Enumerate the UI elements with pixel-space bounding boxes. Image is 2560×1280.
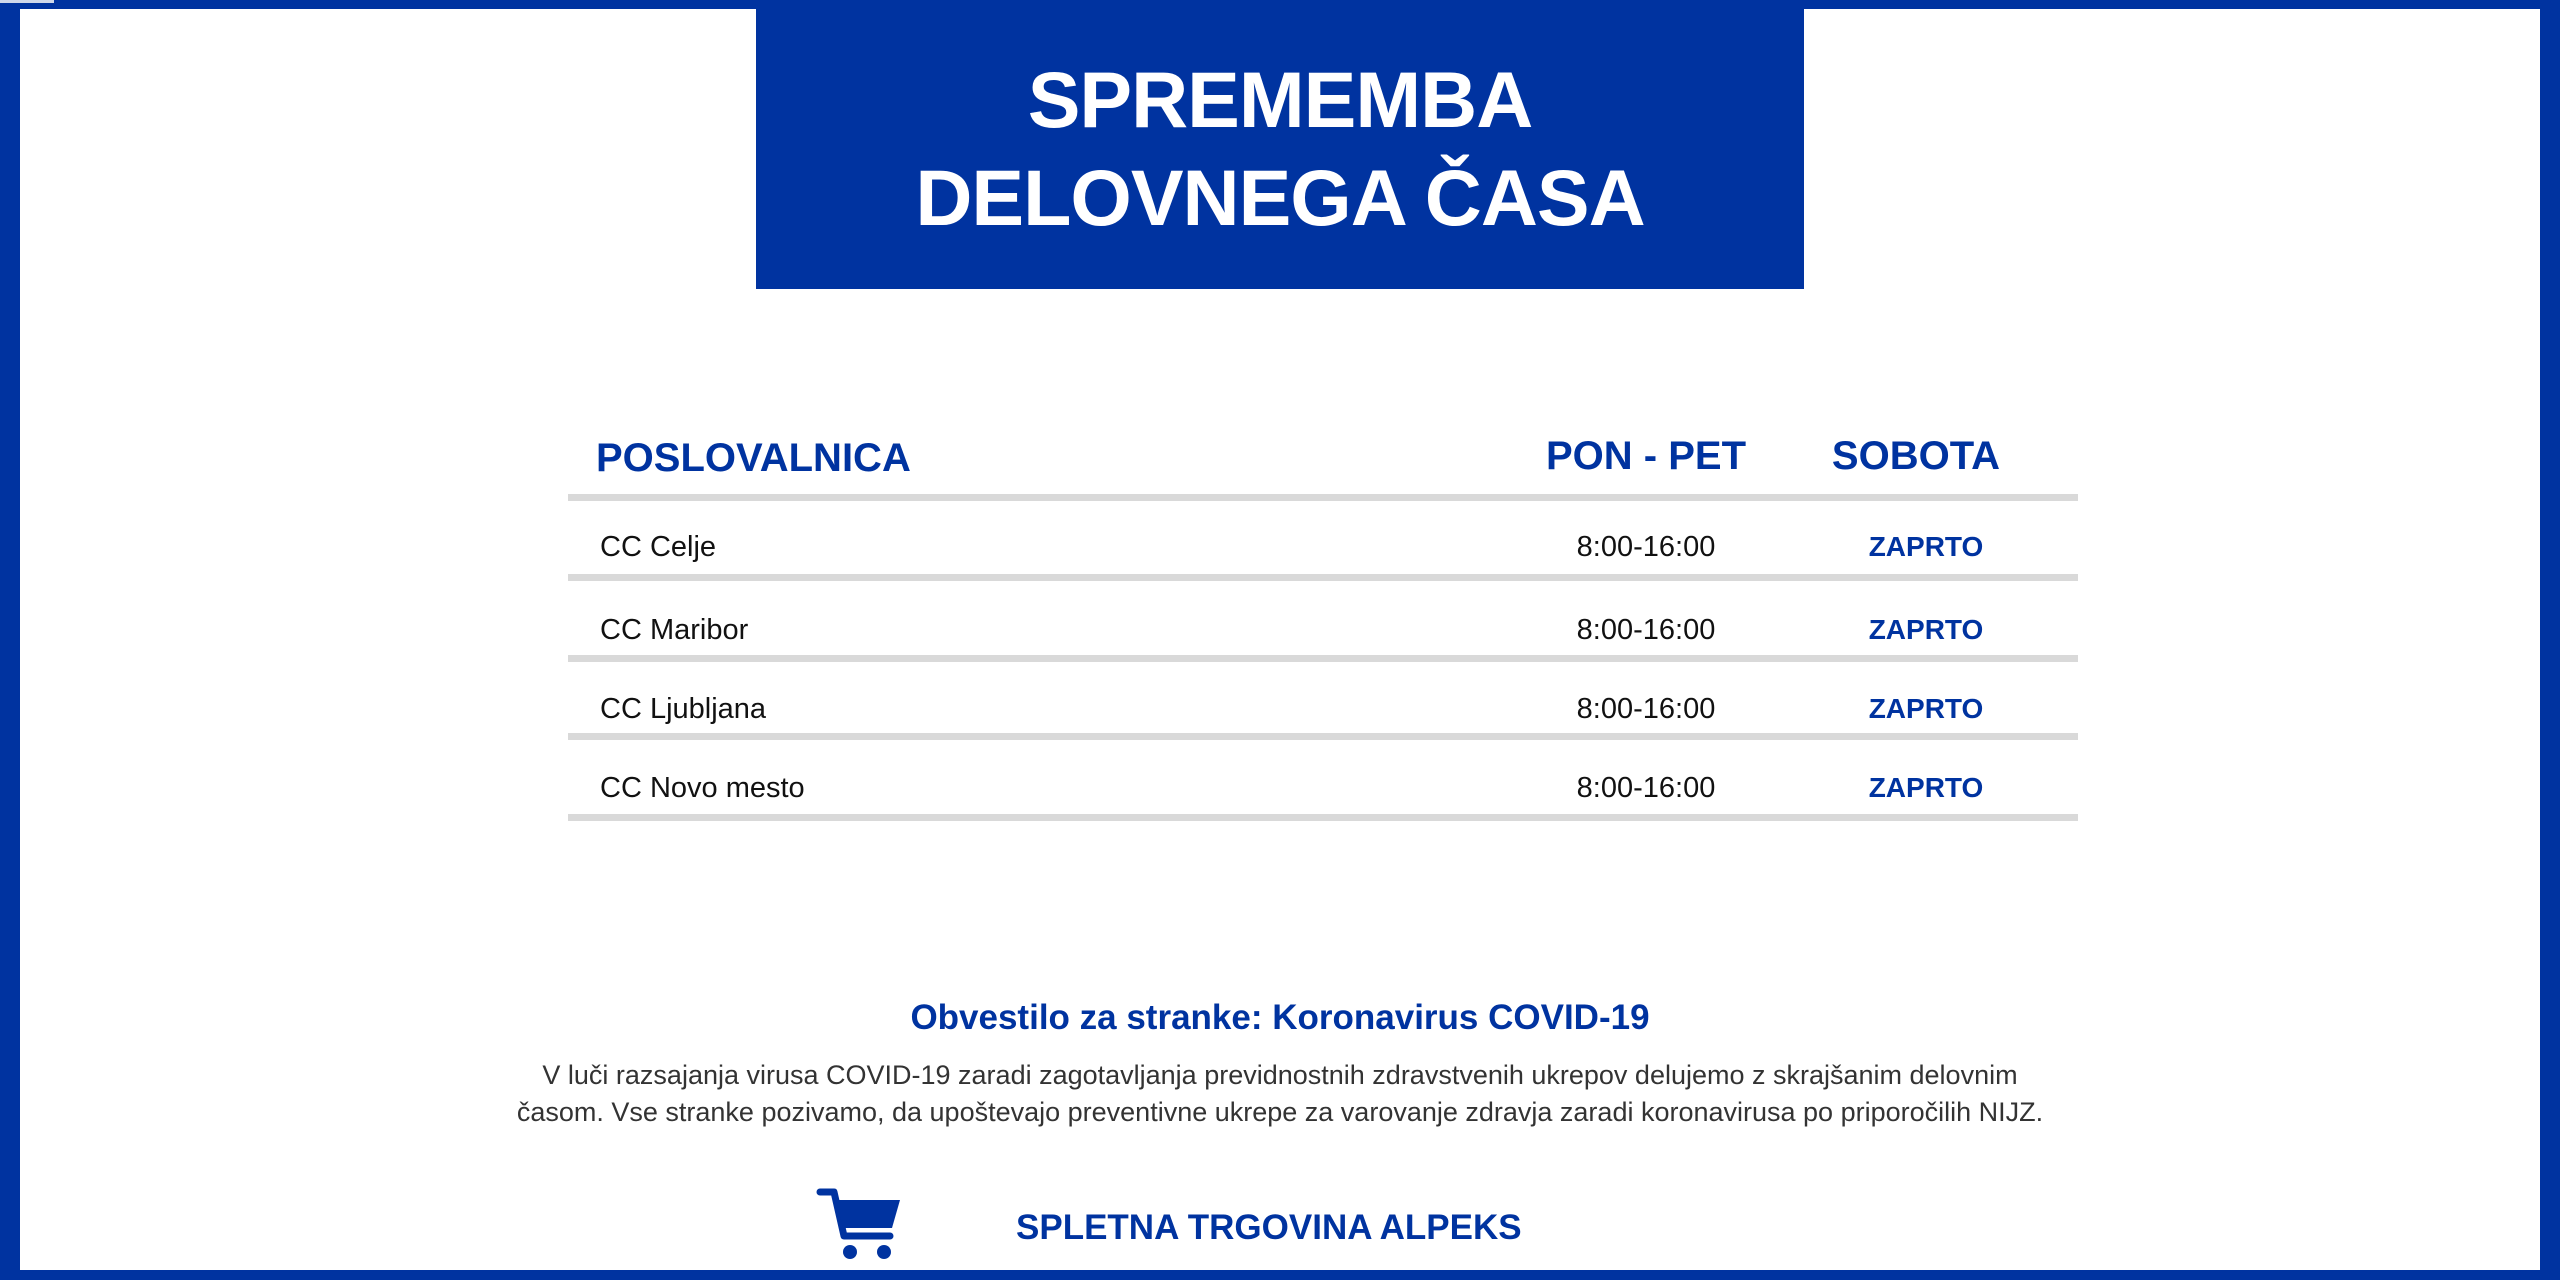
table-row-divider [568, 574, 2078, 581]
page-title: SPREMEMBA DELOVNEGA ČASA [915, 55, 1645, 242]
table-row-branch: CC Maribor [600, 614, 749, 646]
table-row-divider [568, 733, 2078, 740]
frame-corner-accent [0, 0, 54, 3]
table-row-saturday: ZAPRTO [1868, 531, 1984, 562]
page-frame [20, 9, 2540, 1270]
column-header-branch: POSLOVALNICA [596, 436, 911, 480]
notice-title: Obvestilo za stranke: Koronavirus COVID-19 [910, 998, 1650, 1037]
table-row-weekdays: 8:00-16:00 [1576, 614, 1716, 646]
table-row-branch: CC Celje [600, 531, 717, 563]
table-row-divider [568, 814, 2078, 821]
table-row-branch: CC Ljubljana [600, 693, 767, 725]
table-row-weekdays: 8:00-16:00 [1576, 531, 1716, 563]
table-row-weekdays: 8:00-16:00 [1576, 693, 1716, 725]
table-row-saturday: ZAPRTO [1868, 614, 1984, 645]
table-row-saturday: ZAPRTO [1868, 772, 1984, 803]
table-row-branch: CC Novo mesto [600, 772, 805, 804]
table-header-divider [568, 494, 2078, 501]
title-banner [756, 9, 1804, 289]
notice-text: V luči razsajanja virusa COVID-19 zaradi zagotavljanja previdnostnih zdravstvenih ukrepov delujemo z skrajšanim delovnim časom. Vse stranke pozivamo, da upoštevajo preventivne ukrepe za varovanje zdravja zaradi koronavirusa po priporočilih NIJZ. [516, 1060, 2044, 1127]
shopping-cart-icon[interactable] [816, 1184, 906, 1264]
column-header-weekdays: PON - PET [1545, 434, 1747, 478]
table-row-saturday: ZAPRTO [1868, 693, 1984, 724]
online-shop-link[interactable]: SPLETNA TRGOVINA ALPEKS [1016, 1208, 1522, 1247]
table-row-weekdays: 8:00-16:00 [1576, 772, 1716, 804]
table-row-divider [568, 655, 2078, 662]
column-header-saturday: SOBOTA [1831, 434, 2001, 478]
